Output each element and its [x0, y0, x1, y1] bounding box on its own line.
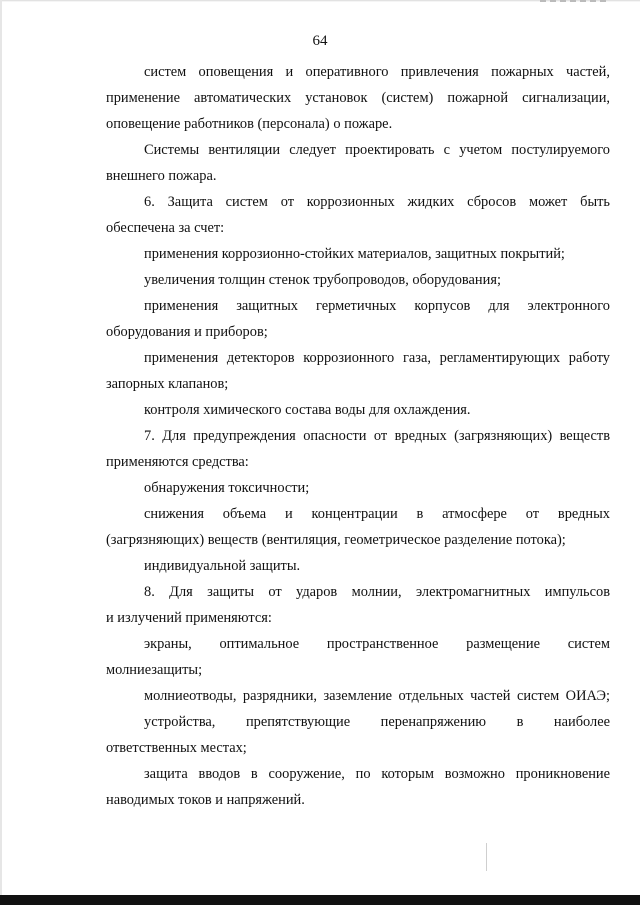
text-line: систем оповещения и оперативного привлечения пожарных частей,	[144, 64, 610, 80]
text-line: применения детекторов коррозионного газа, регламентирующих работу	[144, 350, 610, 366]
text-line: молниеотводы, разрядники, заземление отдельных частей систем ОИАЭ;	[144, 688, 610, 704]
text-line: увеличения толщин стенок трубопроводов, оборудования;	[144, 272, 501, 288]
text-line: молниезащиты;	[106, 662, 203, 678]
text-line: (загрязняющих) веществ (вентиляция, геометрическое разделение потока);	[106, 532, 566, 548]
text-line: и излучений применяются:	[106, 610, 272, 626]
text-line: ответственных местах;	[106, 740, 247, 756]
text-line: экраны, оптимальное пространственное размещение систем	[144, 636, 610, 652]
text-line: обеспечена за счет:	[106, 220, 225, 236]
scan-edge-left	[0, 0, 2, 905]
scan-artifact-mark	[486, 843, 487, 871]
text-line: 6. Защита систем от коррозионных жидких сбросов может быть	[144, 194, 610, 210]
text-line: снижения объема и концентрации в атмосфере от вредных	[144, 506, 610, 522]
scan-corner-mark	[540, 0, 610, 2]
text-line: Системы вентиляции следует проектировать с учетом постулируемого	[144, 142, 610, 158]
text-line: индивидуальной защиты.	[144, 558, 301, 574]
text-line: наводимых токов и напряжений.	[106, 792, 305, 808]
text-line: применения защитных герметичных корпусов для электронного	[144, 298, 610, 314]
text-line: применение автоматических установок (систем) пожарной сигнализации,	[106, 90, 610, 106]
text-line: применяются средства:	[106, 454, 249, 470]
text-line: контроля химического состава воды для охлаждения.	[144, 402, 471, 418]
text-line: внешнего пожара.	[106, 168, 217, 184]
text-line: устройства, препятствующие перенапряжению в наиболее	[144, 714, 610, 730]
text-line: 7. Для предупреждения опасности от вредных (загрязняющих) веществ	[144, 428, 610, 444]
text-line: оповещение работников (персонала) о пожаре.	[106, 116, 393, 132]
text-line: защита вводов в сооружение, по которым возможно проникновение	[144, 766, 610, 782]
text-line: 8. Для защиты от ударов молнии, электромагнитных импульсов	[144, 584, 610, 600]
scan-edge-bottom	[0, 895, 640, 905]
page-number: 64	[312, 33, 328, 49]
text-line: оборудования и приборов;	[106, 324, 268, 340]
text-line: запорных клапанов;	[106, 376, 229, 392]
text-line: применения коррозионно-стойких материалов, защитных покрытий;	[144, 246, 565, 262]
text-line: обнаружения токсичности;	[144, 480, 310, 496]
